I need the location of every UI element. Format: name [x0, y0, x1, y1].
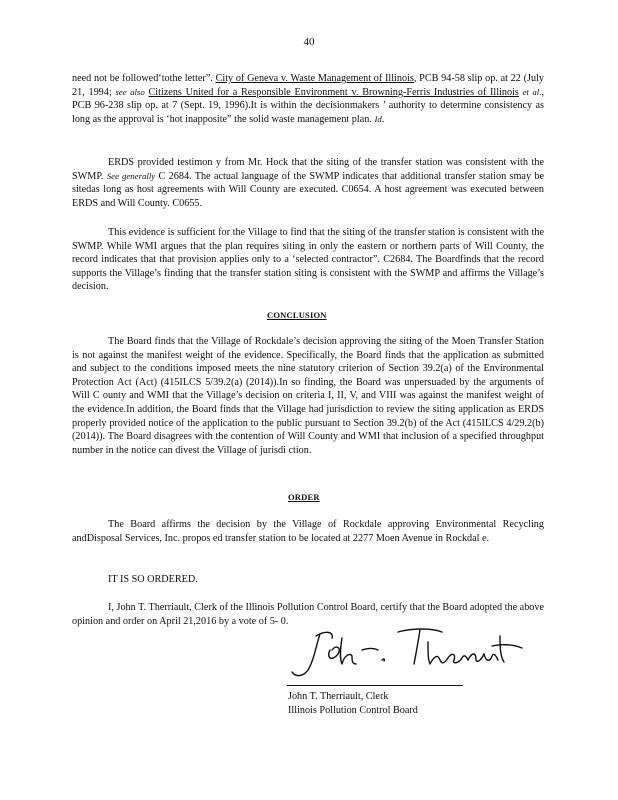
text-run: , PCB 96-238 slip op. at 7 (Sept. 19, 1996).It is within the decisionmakers ’ authority to determine consistency as long as the approval is ‘hot inapposite” the solid waste management plan.: [72, 86, 544, 125]
page-number: 40: [303, 36, 315, 48]
signer-organization: Illinois Pollution Control Board: [288, 704, 418, 716]
text-run: C 2684. The actual language of the SWMP indicates that additional transfer station smay be sitedas long as host agreements with Will County are executed. C0654. A host agreement was executed between ERDS and Will County. C0655.: [72, 170, 544, 209]
et-al: et al.: [522, 86, 542, 97]
handwritten-signature: [286, 624, 526, 682]
case-citation: Citizens United for a Responsible Environment v. Browning-Ferris Industries of Illinois: [148, 86, 519, 98]
signer-name: John T. Therriault, Clerk: [288, 691, 389, 702]
signal-see-also: see also: [115, 86, 145, 97]
paragraph-conclusion: The Board finds that the Village of Rockdale’s decision approving the siting of the Moen Transfer Station is not against the manifest weight of the evidence. Specifically, the Board finds that the application as submitted and subject to the conditions imposed meets the nine statutory criterion of Section 39.2(a) of the Environmental Protection Act (Act) (415ILCS 5/39.2(a) (2014)).In so finding, the Board was unpersuaded by the arguments of Will C ounty and WMI that the Village’s decision on criteria I, II, V, and VIII was against the manifest weight of the evidence.In addition, the Board finds that the Village had jurisdiction to review the siting application as ERDS properly provided notice of the application to the public pursuant to Section 39.2(b) of the Act (415ILCS 4/29.2(b) (2014)). The Board disagrees with the contention of Will County and WMI that inclusion of a specified throughput number in the notice can divest the Village of jurisdi ction.: [72, 336, 544, 456]
text-run: ERDS provided testimon y from Mr. Hock that the siting of the transfer station was consistent with the SWMP.: [72, 157, 544, 182]
signal-see-generally: See generally: [106, 170, 156, 181]
signature-block: [288, 690, 418, 717]
case-citation: City of Geneva v. Waste Management of Illinois: [215, 73, 414, 84]
id-citation: Id: [374, 113, 382, 124]
heading-conclusion: CONCLUSION: [267, 310, 327, 320]
paragraph-order: The Board affirms the decision by the Village of Rockdale approving Environmental Recycling andDisposal Services, Inc. propos ed transfer station to be located at 2277 Moen Avenue in Rockdal e.: [72, 519, 544, 544]
signature-line: [287, 685, 463, 686]
paragraph-so-ordered: IT IS SO ORDERED.: [108, 574, 198, 585]
text-run: , PCB 94-58 slip op. at 22 (July 21, 1994;: [72, 73, 544, 98]
paragraph-continued: [72, 72, 544, 126]
heading-order: ORDER: [288, 492, 320, 502]
paragraph-certify: I, John T. Therriault, Clerk of the Illinois Pollution Control Board, certify that the Board adopted the above opinion and order on April 21,2016 by a vote of 5- 0.: [72, 602, 544, 627]
text-run: need not be followed‘tothe letter”.: [72, 73, 213, 84]
text-run: .: [381, 113, 385, 125]
paragraph-evidence: This evidence is sufficient for the Village to find that the siting of the transfer station is consistent with the SWMP. While WMI argues that the plan requires siting in only the eastern or northern parts of Will County, the record indicates that that provision applies only to a ‘selected contractor”. C2684. The Boardfinds that the record supports the Village’s finding that the transfer station siting is consistent with the SWMP and affirms the Village’s decision.: [72, 227, 544, 293]
paragraph-erds: [72, 156, 544, 210]
